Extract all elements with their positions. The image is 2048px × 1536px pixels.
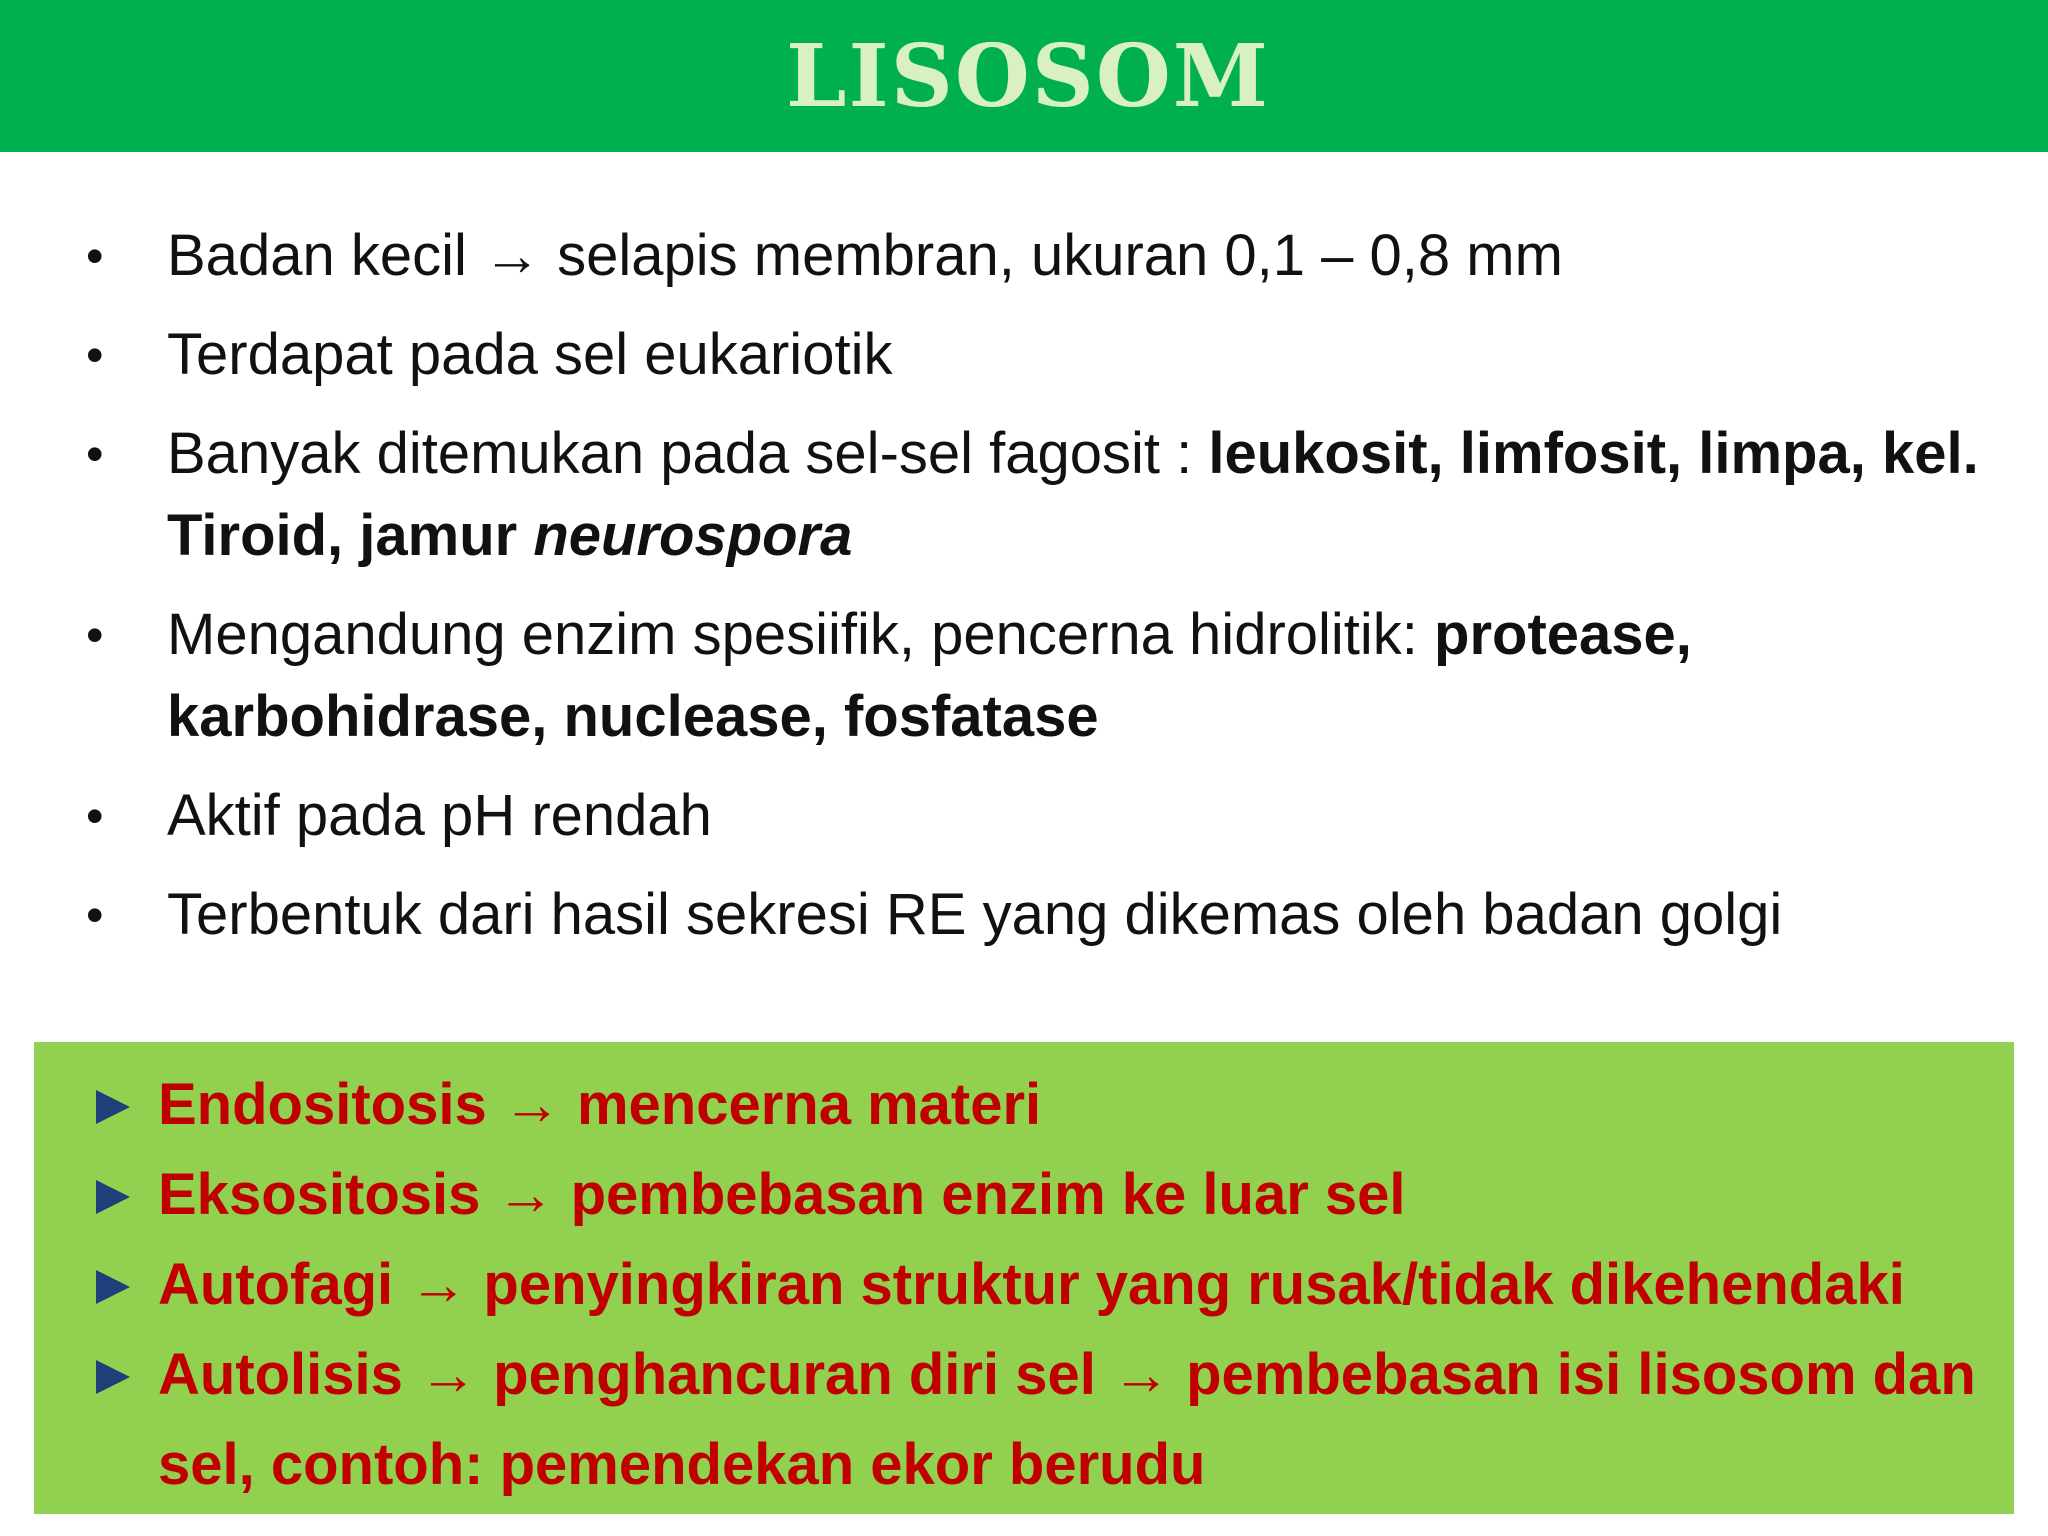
function-desc: penyingkiran struktur yang rusak/tidak dikehendaki bbox=[467, 1252, 1905, 1317]
bullet-bold-italic-text: neurospora bbox=[533, 503, 853, 568]
bullet-item bbox=[0, 874, 2048, 956]
function-item bbox=[34, 1060, 2014, 1150]
bullet-text: selapis membran, ukuran 0,1 – 0,8 mm bbox=[540, 223, 1563, 288]
bullet-dot-icon: • bbox=[86, 327, 104, 383]
title-bar bbox=[0, 0, 2048, 152]
function-item bbox=[34, 1150, 2014, 1240]
bullet-dot-icon: • bbox=[86, 426, 104, 482]
function-term: Autolisis bbox=[158, 1342, 420, 1407]
arrow-right-icon: → bbox=[502, 1072, 561, 1137]
arrow-right-icon: → bbox=[419, 1342, 478, 1407]
arrow-right-icon: → bbox=[1111, 1342, 1170, 1407]
bullet-text: Aktif pada pH rendah bbox=[167, 783, 712, 848]
bullet-text: Terbentuk dari hasil sekresi RE yang dikemas oleh badan golgi bbox=[167, 882, 1783, 947]
bullet-dot-icon: • bbox=[86, 887, 104, 943]
slide-title: LISOSOM bbox=[786, 25, 1270, 127]
bullet-item bbox=[0, 594, 2048, 758]
arrow-right-icon: → bbox=[496, 1162, 555, 1227]
triangle-bullet-icon bbox=[96, 1090, 130, 1124]
function-item bbox=[34, 1330, 2014, 1510]
bullet-dot-icon: • bbox=[86, 228, 104, 284]
bullet-text: Banyak ditemukan pada sel-sel fagosit : bbox=[167, 421, 1209, 486]
triangle-bullet-icon bbox=[96, 1360, 130, 1394]
function-item bbox=[34, 1240, 2014, 1330]
bullet-text: Terdapat pada sel eukariotik bbox=[167, 322, 893, 387]
bullet-dot-icon: • bbox=[86, 607, 104, 663]
function-term: Eksositosis bbox=[158, 1162, 497, 1227]
arrow-right-icon: → bbox=[482, 223, 541, 288]
bullet-bold-text: protease, karbohidrase, nuclease, fosfatase bbox=[167, 602, 1692, 749]
bullet-item bbox=[0, 413, 2048, 577]
triangle-bullet-icon bbox=[96, 1270, 130, 1304]
function-desc: penghancuran diri sel bbox=[477, 1342, 1112, 1407]
function-box bbox=[34, 1042, 2014, 1514]
arrow-right-icon: → bbox=[409, 1252, 468, 1317]
function-desc: mencerna materi bbox=[560, 1072, 1042, 1137]
bullet-item bbox=[0, 314, 2048, 396]
function-term: Autofagi bbox=[158, 1252, 410, 1317]
bullet-item bbox=[0, 215, 2048, 297]
function-desc: pembebasan enzim ke luar sel bbox=[554, 1162, 1406, 1227]
bullet-text: Badan kecil bbox=[167, 223, 483, 288]
function-term: Endositosis bbox=[158, 1072, 503, 1137]
bullet-list bbox=[0, 215, 2048, 973]
function-desc: pembebasan isi lisosom dan sel, contoh: pemendekan ekor berudu bbox=[158, 1342, 1976, 1497]
bullet-dot-icon: • bbox=[86, 788, 104, 844]
triangle-bullet-icon bbox=[96, 1180, 130, 1214]
bullet-item bbox=[0, 775, 2048, 857]
bullet-text: Mengandung enzim spesiifik, pencerna hidrolitik: bbox=[167, 602, 1435, 667]
bullet-bold-text: leukosit, limfosit, limpa, kel. Tiroid, jamur bbox=[167, 421, 1979, 568]
